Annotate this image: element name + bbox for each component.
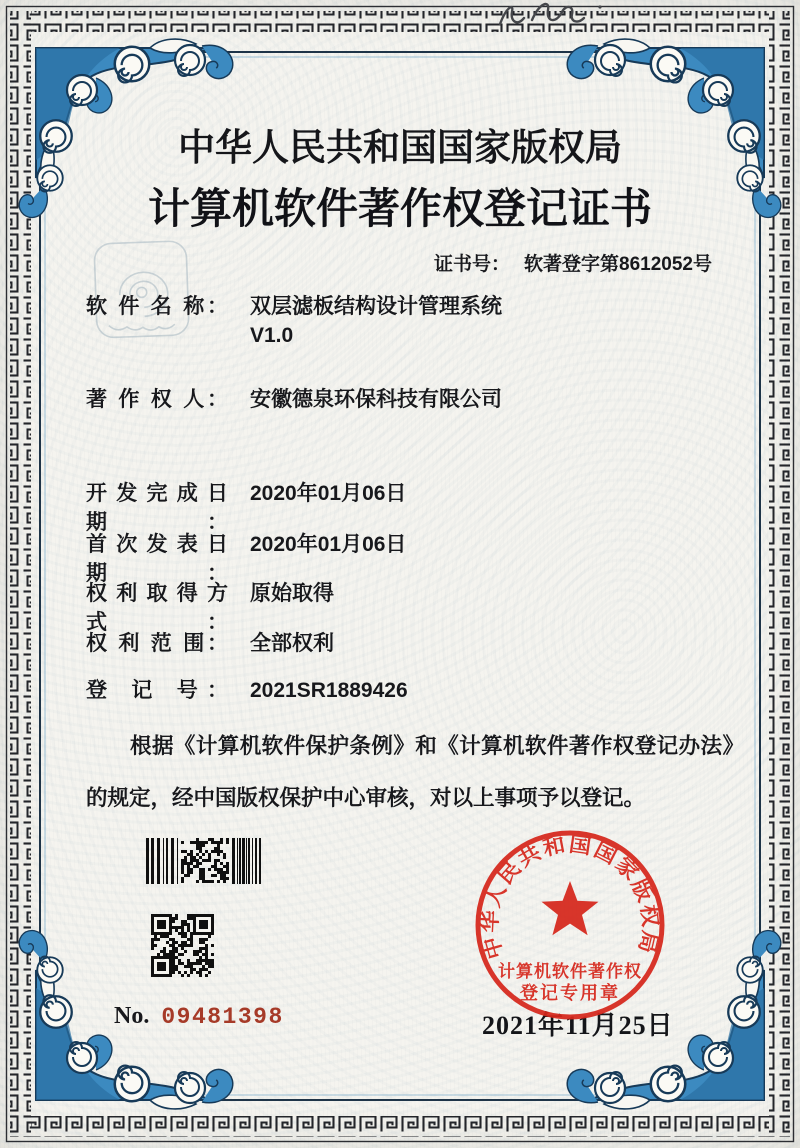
serial-prefix: No. [114,1003,150,1029]
field-row-software-name [86,292,502,350]
dev-complete-date-value: 2020年01月06日 [250,482,407,505]
field-row-dev-complete-date [86,479,406,537]
qr-code [150,914,215,977]
first-publish-date-label: 首次发表日期： [86,533,228,585]
authority-title: 中华人民共和国国家版权局 [178,128,622,169]
serial-digits: 09481398 [161,1004,284,1030]
rights-acquisition-value: 原始取得 [250,582,334,605]
copyright-owner-label: 著 作 权 人： [86,388,228,411]
rights-scope-label: 权 利 范 围： [86,632,228,655]
software-version: V1.0 [250,324,294,347]
official-seal [464,824,676,1036]
seal-line1: 计算机软件著作权 [498,962,642,981]
registration-number-label: 登 记 号： [86,679,228,702]
first-publish-date-value: 2020年01月06日 [250,533,407,556]
software-name-line1: 双层滤板结构设计管理系统 [250,295,502,318]
field-row-rights-scope [86,629,334,658]
field-row-registration-number [86,676,408,705]
registration-statement: 根据《计算机软件保护条例》和《计算机软件著作权登记办法》的规定，经中国版权保护中心审核，对以上事项予以登记。 [86,734,744,810]
certificate-number-value: 软著登字第8612052号 [524,254,712,275]
certificate-number [434,249,712,276]
seal-star [542,881,599,935]
barcode [145,838,267,885]
certificate-number-label: 证书号： [434,254,511,275]
rights-scope-value: 全部权利 [250,632,334,655]
seal-line2: 登记专用章 [520,983,620,1003]
dev-complete-date-label: 开发完成日期： [86,482,228,534]
seal-ring-text: 中华人民共和国国家版权局 [477,832,663,962]
registration-number-value: 2021SR1889426 [250,679,408,702]
software-name-label: 软 件 名 称： [86,295,228,318]
serial-number [114,1003,284,1030]
copyright-owner-value: 安徽德泉环保科技有限公司 [250,388,502,411]
rights-acquisition-label: 权利取得方式： [86,582,228,634]
field-row-copyright-owner [86,385,502,414]
issue-date: 2021年11月25日 [482,1011,674,1040]
certificate-title: 计算机软件著作权登记证书 [147,187,652,233]
software-name-value [250,292,502,350]
